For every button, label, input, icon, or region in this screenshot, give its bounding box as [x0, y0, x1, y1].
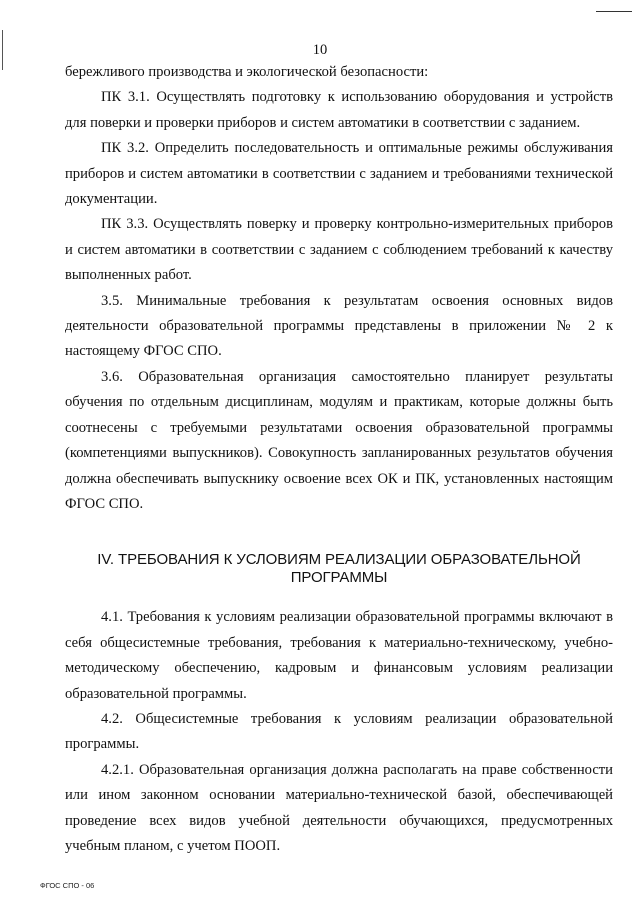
paragraph-continuation: бережливого производства и экологической безопасности: — [65, 64, 429, 80]
section-heading — [65, 551, 613, 587]
paragraph-3-5: 3.5. Минимальные требования к результатам освоения основных видов деятельности образовательной программы представлены в приложении № 2 к настоящему ФГОС СПО. — [65, 292, 613, 360]
paragraph-pk-3-2: ПК 3.2. Определить последовательность и оптимальные режимы обслуживания приборов и систем автоматики в соответствии с заданием и требованиями технической документации. — [65, 140, 613, 208]
paragraph-4-2: 4.2. Общесистемные требования к условиям реализации образовательной программы. — [65, 710, 613, 753]
paragraph-3-6: 3.6. Образовательная организация самостоятельно планирует результаты обучения по отдельным дисциплинам, модулям и практикам, которые должны быть соотнесены с требуемыми результатами освоения образовательной программы (компетенциями выпускников). Совокупность запланированных результатов обучения должна обеспечивать выпускнику освоение всех ОК и ПК, установленных настоящим ФГОС СПО. — [65, 368, 613, 512]
paragraph-4-1: 4.1. Требования к условиям реализации образовательной программы включают в себя общесистемные требования, требования к материально-техническому, учебно-методическому обеспечению, кадровым и финансовым условиям реализации образовательной программы. — [65, 609, 613, 702]
page-number: 10 — [312, 42, 328, 58]
scan-top-mark — [596, 11, 632, 12]
footer-mark: ФГОС СПО - 06 — [40, 881, 95, 890]
document-body — [65, 60, 613, 859]
paragraph-4-2-1: 4.2.1. Образовательная организация должна располагать на праве собственности или ином законном основании материально-технической базой, обеспечивающей проведение всех видов учебной деятельности обучающихся, предусмотренных учебным планом, с учетом ПООП. — [65, 761, 613, 854]
section-heading-line-1: IV. ТРЕБОВАНИЯ К УСЛОВИЯМ РЕАЛИЗАЦИИ ОБРАЗОВАТЕЛЬНОЙ — [97, 551, 581, 569]
paragraph-pk-3-1: ПК 3.1. Осуществлять подготовку к использованию оборудования и устройств для поверки и проверки приборов и систем автоматики в соответствии с заданием. — [65, 89, 613, 131]
section-heading-line-2: ПРОГРАММЫ — [290, 569, 388, 587]
paragraph-pk-3-3: ПК 3.3. Осуществлять поверку и проверку контрольно-измерительных приборов и систем автоматики в соответствии с заданием с соблюдением требований к качеству выполненных работ. — [65, 216, 613, 284]
